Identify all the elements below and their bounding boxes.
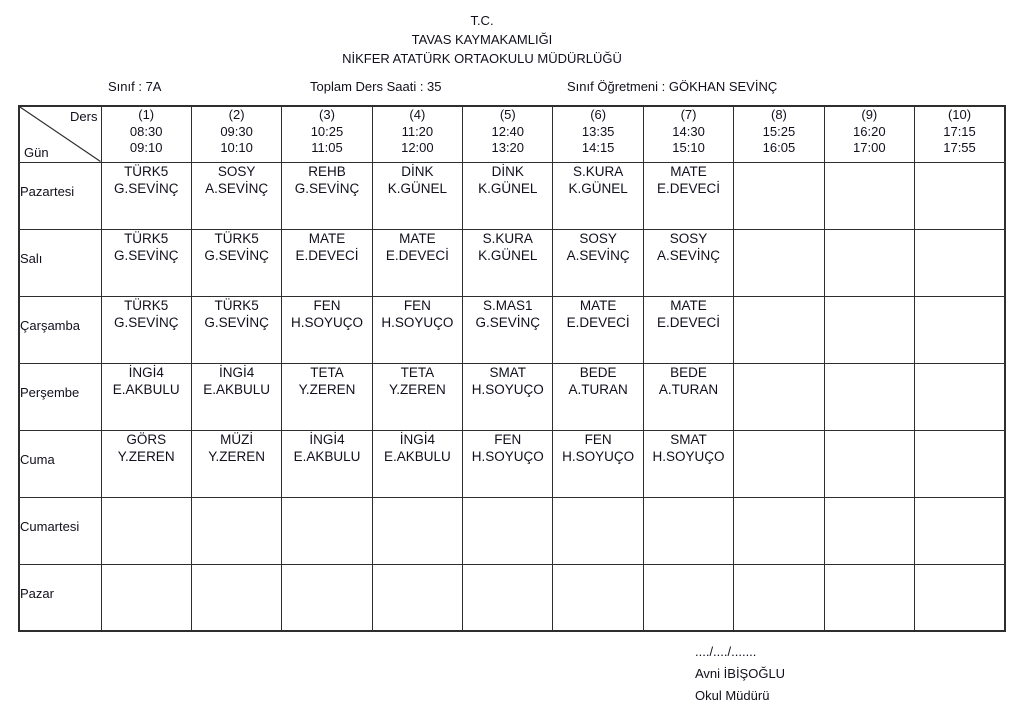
lesson-teacher: H.SOYUÇO — [381, 315, 454, 330]
lesson-cell — [101, 430, 191, 497]
empty-lesson-cell — [824, 363, 914, 430]
empty-lesson-cell — [915, 162, 1005, 229]
lesson-subject: MÜZİ — [220, 431, 254, 447]
lesson-cell — [282, 363, 372, 430]
lesson-teacher: H.SOYUÇO — [290, 315, 363, 330]
lesson-cell — [553, 296, 643, 363]
timetable-header-row — [19, 106, 1005, 162]
empty-lesson-cell — [101, 564, 191, 631]
empty-lesson-cell — [553, 497, 643, 564]
lesson-teacher: E.AKBULU — [293, 449, 361, 464]
day-row-6 — [19, 497, 1005, 564]
lesson-subject: S.MAS1 — [482, 297, 533, 313]
lesson-subject: MATE — [308, 230, 346, 246]
lesson-subject: SOSY — [579, 230, 617, 246]
lesson-teacher: H.SOYUÇO — [471, 382, 544, 397]
lesson-subject: S.KURA — [573, 163, 624, 179]
lesson-cell — [101, 229, 191, 296]
day-row-2 — [19, 229, 1005, 296]
empty-lesson-cell — [282, 497, 372, 564]
lesson-teacher: E.DEVECİ — [657, 315, 721, 330]
lesson-subject: FEN — [494, 431, 522, 447]
lesson-cell — [463, 229, 553, 296]
day-label: Çarşamba — [19, 296, 101, 363]
lesson-teacher: E.DEVECİ — [657, 181, 721, 196]
day-row-1 — [19, 162, 1005, 229]
lesson-cell — [101, 296, 191, 363]
period-header-4: (4) 11:20 12:00 — [372, 106, 462, 162]
day-label: Perşembe — [19, 363, 101, 430]
header-line-tc: T.C. — [470, 13, 494, 28]
empty-lesson-cell — [734, 430, 824, 497]
lesson-cell — [643, 162, 733, 229]
empty-lesson-cell — [824, 229, 914, 296]
lesson-teacher: E.DEVECİ — [566, 315, 630, 330]
lesson-subject: SMAT — [670, 431, 707, 447]
lesson-teacher: H.SOYUÇO — [652, 449, 725, 464]
empty-lesson-cell — [463, 564, 553, 631]
empty-lesson-cell — [915, 363, 1005, 430]
empty-lesson-cell — [824, 564, 914, 631]
lesson-cell — [372, 430, 462, 497]
lesson-cell — [372, 229, 462, 296]
empty-lesson-cell — [553, 564, 643, 631]
lesson-teacher: G.SEVİNÇ — [113, 181, 179, 196]
lesson-cell — [372, 162, 462, 229]
lesson-cell — [372, 296, 462, 363]
lesson-teacher: G.SEVİNÇ — [113, 315, 179, 330]
period-header-6: (6) 13:35 14:15 — [553, 106, 643, 162]
lesson-teacher: Y.ZEREN — [208, 449, 265, 464]
empty-lesson-cell — [282, 564, 372, 631]
lesson-subject: TÜRK5 — [124, 297, 169, 313]
empty-lesson-cell — [915, 430, 1005, 497]
empty-lesson-cell — [734, 162, 824, 229]
lesson-cell — [282, 229, 372, 296]
period-header-5: (5) 12:40 13:20 — [463, 106, 553, 162]
lesson-subject: İNGİ4 — [309, 431, 345, 447]
lesson-subject: İNGİ4 — [128, 364, 164, 380]
period-header-10: (10) 17:15 17:55 — [915, 106, 1005, 162]
empty-lesson-cell — [915, 296, 1005, 363]
empty-lesson-cell — [734, 296, 824, 363]
lesson-cell — [191, 430, 281, 497]
empty-lesson-cell — [463, 497, 553, 564]
lesson-teacher: G.SEVİNÇ — [475, 315, 541, 330]
lesson-teacher: A.TURAN — [568, 382, 628, 397]
period-header-1: (1) 08:30 09:10 — [101, 106, 191, 162]
lesson-teacher: G.SEVİNÇ — [204, 248, 269, 263]
lesson-subject: FEN — [584, 431, 612, 447]
empty-lesson-cell — [372, 564, 462, 631]
lesson-teacher: A.SEVİNÇ — [205, 181, 269, 196]
empty-lesson-cell — [734, 497, 824, 564]
empty-lesson-cell — [824, 430, 914, 497]
empty-lesson-cell — [734, 564, 824, 631]
day-row-5 — [19, 430, 1005, 497]
lesson-subject: S.KURA — [482, 230, 533, 246]
lesson-teacher: K.GÜNEL — [387, 181, 447, 196]
lesson-teacher: G.SEVİNÇ — [204, 315, 269, 330]
empty-lesson-cell — [734, 229, 824, 296]
day-row-4 — [19, 363, 1005, 430]
corner-label-ders: Ders — [70, 109, 98, 124]
empty-lesson-cell — [191, 564, 281, 631]
lesson-teacher: K.GÜNEL — [478, 248, 538, 263]
day-label: Pazar — [19, 564, 101, 631]
day-label: Salı — [19, 229, 101, 296]
lesson-cell — [553, 229, 643, 296]
lesson-subject: MATE — [670, 297, 707, 313]
empty-lesson-cell — [915, 564, 1005, 631]
empty-lesson-cell — [824, 162, 914, 229]
corner-cell — [19, 106, 101, 162]
period-header-3: (3) 10:25 11:05 — [282, 106, 372, 162]
lesson-cell — [191, 229, 281, 296]
lesson-subject: MATE — [670, 163, 707, 179]
lesson-teacher: E.DEVECİ — [295, 248, 359, 263]
period-header-9: (9) 16:20 17:00 — [824, 106, 914, 162]
empty-lesson-cell — [824, 497, 914, 564]
document-header — [0, 11, 964, 68]
lesson-subject: İNGİ4 — [218, 364, 255, 380]
corner-label-gun: Gün — [24, 144, 49, 160]
lesson-subject: FEN — [313, 297, 341, 313]
day-label: Cuma — [19, 430, 101, 497]
period-header-8: (8) 15:25 16:05 — [734, 106, 824, 162]
lesson-subject: SOSY — [217, 163, 256, 179]
lesson-teacher: Y.ZEREN — [388, 382, 446, 397]
signature-name: Avni İBİŞOĞLU — [695, 666, 786, 681]
lesson-cell — [191, 296, 281, 363]
class-info: Sınıf : 7A — [108, 79, 162, 94]
lesson-cell — [463, 363, 553, 430]
lesson-teacher: K.GÜNEL — [478, 181, 538, 196]
signature-block — [695, 641, 785, 707]
lesson-subject: İNGİ4 — [399, 431, 435, 447]
lesson-teacher: A.TURAN — [658, 382, 719, 397]
lesson-teacher: E.AKBULU — [383, 449, 451, 464]
lesson-cell — [282, 430, 372, 497]
lesson-cell — [643, 296, 733, 363]
timetable-body — [19, 162, 1005, 631]
lesson-cell — [101, 162, 191, 229]
lesson-teacher: E.AKBULU — [203, 382, 270, 397]
empty-lesson-cell — [915, 497, 1005, 564]
lesson-subject: TÜRK5 — [214, 230, 259, 246]
lesson-subject: BEDE — [579, 364, 617, 380]
signature-title: Okul Müdürü — [695, 688, 770, 703]
lesson-subject: REHB — [308, 163, 346, 179]
lesson-teacher: E.AKBULU — [112, 382, 180, 397]
header-line-school: NİKFER ATATÜRK ORTAOKULU MÜDÜRLÜĞÜ — [342, 51, 622, 66]
lesson-subject: FEN — [403, 297, 431, 313]
day-row-7 — [19, 564, 1005, 631]
empty-lesson-cell — [915, 229, 1005, 296]
lesson-cell — [553, 162, 643, 229]
lesson-teacher: A.SEVİNÇ — [566, 248, 630, 263]
empty-lesson-cell — [191, 497, 281, 564]
timetable — [18, 105, 1006, 632]
lesson-cell — [372, 363, 462, 430]
lesson-cell — [101, 363, 191, 430]
lesson-subject: MATE — [579, 297, 617, 313]
day-row-3 — [19, 296, 1005, 363]
lesson-cell — [553, 363, 643, 430]
empty-lesson-cell — [643, 564, 733, 631]
lesson-cell — [643, 363, 733, 430]
lesson-teacher: G.SEVİNÇ — [294, 181, 360, 196]
day-label: Cumartesi — [19, 497, 101, 564]
lesson-teacher: E.DEVECİ — [385, 248, 449, 263]
lesson-subject: BEDE — [670, 364, 707, 380]
lesson-teacher: A.SEVİNÇ — [657, 248, 721, 263]
class-teacher-info: Sınıf Öğretmeni : GÖKHAN SEVİNÇ — [567, 79, 778, 94]
lesson-teacher: G.SEVİNÇ — [113, 248, 179, 263]
lesson-subject: TETA — [310, 364, 344, 380]
lesson-cell — [282, 162, 372, 229]
lesson-cell — [463, 296, 553, 363]
lesson-subject: DİNK — [401, 163, 434, 179]
lesson-teacher: Y.ZEREN — [117, 449, 175, 464]
header-line-district: TAVAS KAYMAKAMLIĞI — [411, 32, 553, 47]
total-hours-info: Toplam Ders Saati : 35 — [310, 79, 442, 94]
period-header-2: (2) 09:30 10:10 — [191, 106, 281, 162]
empty-lesson-cell — [101, 497, 191, 564]
lesson-cell — [463, 162, 553, 229]
lesson-subject: TÜRK5 — [214, 297, 259, 313]
lesson-teacher: K.GÜNEL — [568, 181, 628, 196]
lesson-cell — [553, 430, 643, 497]
lesson-subject: SOSY — [669, 230, 708, 246]
lesson-teacher: H.SOYUÇO — [562, 449, 635, 464]
lesson-cell — [463, 430, 553, 497]
lesson-subject: GÖRS — [126, 431, 167, 447]
lesson-subject: TÜRK5 — [124, 163, 169, 179]
lesson-teacher: H.SOYUÇO — [471, 449, 544, 464]
lesson-subject: TETA — [400, 364, 435, 380]
empty-lesson-cell — [643, 497, 733, 564]
empty-lesson-cell — [372, 497, 462, 564]
info-row — [0, 79, 1024, 97]
empty-lesson-cell — [824, 296, 914, 363]
signature-date-line: ..../..../....... — [695, 644, 757, 659]
day-label: Pazartesi — [19, 162, 101, 229]
lesson-cell — [191, 162, 281, 229]
lesson-cell — [191, 363, 281, 430]
lesson-subject: MATE — [399, 230, 436, 246]
period-header-7: (7) 14:30 15:10 — [643, 106, 733, 162]
empty-lesson-cell — [734, 363, 824, 430]
lesson-cell — [282, 296, 372, 363]
lesson-cell — [643, 430, 733, 497]
lesson-teacher: Y.ZEREN — [298, 382, 356, 397]
lesson-subject: TÜRK5 — [124, 230, 169, 246]
lesson-cell — [643, 229, 733, 296]
lesson-subject: SMAT — [489, 364, 526, 380]
lesson-subject: DİNK — [491, 163, 524, 179]
